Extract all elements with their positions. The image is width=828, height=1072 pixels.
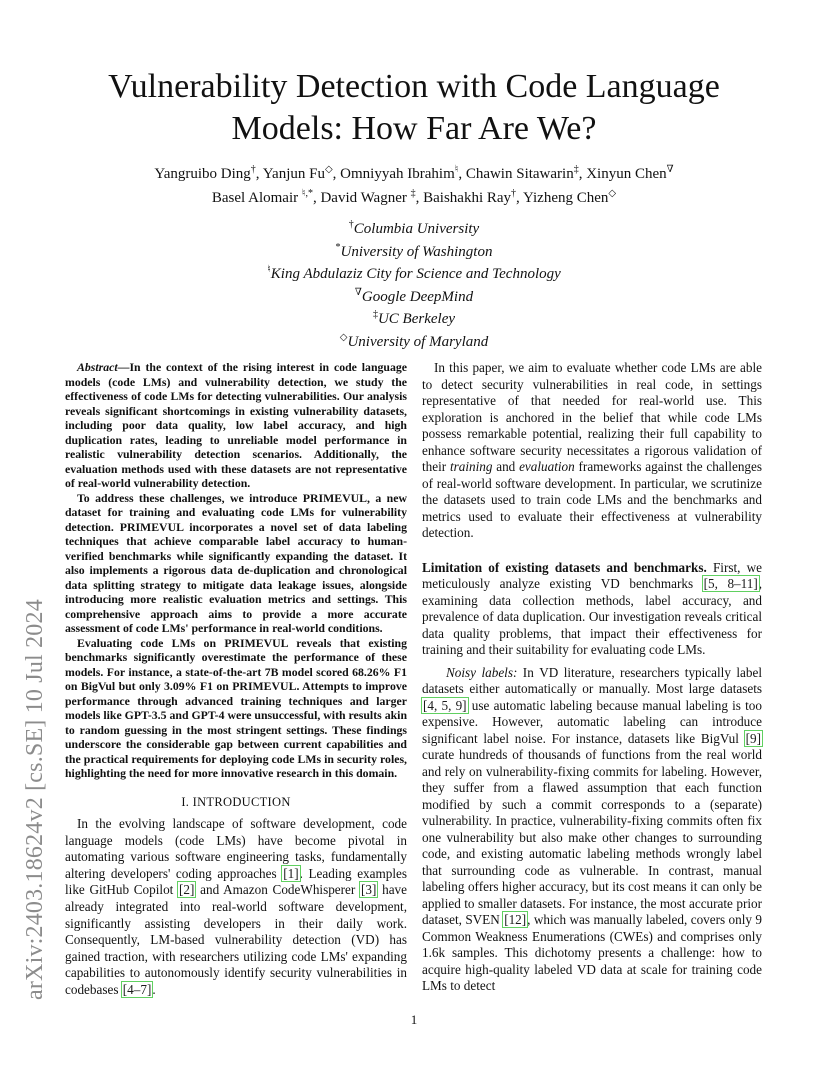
affiliation — [60, 239, 768, 262]
affiliation-mark: * — [335, 241, 341, 253]
author-list — [60, 160, 768, 208]
body-paragraph — [422, 560, 762, 659]
author-name: Yizheng Chen — [522, 190, 609, 206]
author-mark: † — [511, 188, 517, 199]
affiliation-list — [60, 216, 768, 352]
author-mark: ‡ — [573, 164, 579, 175]
text-run: and — [492, 459, 520, 474]
citation-link[interactable]: [5, 8–11] — [703, 576, 758, 591]
text-run: literature, researchers typically label datasets either automatically or manually. Most large datasets — [422, 664, 762, 696]
affiliation — [60, 284, 768, 307]
author-name: Yanjun Fu — [262, 166, 325, 182]
affiliation — [60, 306, 768, 329]
text-run: frameworks against the challenges of real-world software development. In particular, we scrutinize the datasets used to train code LMs and the benchmarks and metrics used to evaluate their effectiveness at vulnerability detection. — [422, 459, 762, 540]
author-mark: ◇ — [608, 188, 617, 199]
left-column — [65, 360, 407, 999]
affiliation-name: King Abdulaziz City for Science and Technology — [270, 266, 561, 283]
text-run: and Amazon CodeWhisperer — [195, 882, 360, 898]
affiliation-mark: † — [348, 219, 354, 230]
affiliation — [60, 329, 768, 352]
paragraph-heading: Noisy labels: — [446, 664, 518, 680]
affiliation — [60, 261, 768, 284]
abstract-paragraph-2: To address these challenges, we introduce PRIMEVUL, a new dataset for training and evaluating code LMs for vulnerability detection. PRIMEVUL incorporates a novel set of data labeling techniques that achieve comparable label accuracy to human-verified benchmarks while significantly expanding the dataset. It also implements a rigorous data de-duplication and chronological data splitting strategy to mitigate data leakage issues, alongside introducing more realistic evaluation metrics and settings. This comprehensive approach aims to provide a more accurate assessment of code LMs' performance in real-world conditions. — [65, 490, 407, 635]
affiliation-mark: ‡ — [372, 309, 378, 321]
affiliation-name: Google DeepMind — [361, 288, 474, 305]
page-number: 1 — [410, 1012, 418, 1027]
title-line-1: Vulnerability Detection with Code Language — [108, 68, 720, 105]
abbreviation: VD — [355, 932, 375, 948]
affiliation-name: University of Washington — [340, 243, 493, 260]
affiliation-name: UC Berkeley — [377, 311, 456, 328]
affiliation-mark: ◇ — [339, 331, 348, 343]
citation-link[interactable]: [1] — [283, 865, 299, 881]
affiliation-name: University of Maryland — [347, 333, 489, 350]
author-mark: † — [250, 164, 256, 175]
citation-link[interactable]: [9] — [745, 730, 761, 746]
author-name: Chawin Sitawarin — [465, 166, 574, 182]
text-run: , which was manually labeled, covers only 9 Common Weakness Enumerations (CWEs) and comprises only 1.6k samples. This dichotomy presents a challenge: how to acquire high-quality labeled — [422, 912, 762, 977]
body-paragraph — [422, 665, 762, 995]
right-column — [422, 360, 762, 995]
text-run: In the evolving landscape of software development, code language models (code LMs) have become pivotal in automating various software engineering tasks, fundamentally altering developers' coding approaches — [65, 816, 407, 881]
paper-title — [60, 66, 768, 150]
author-name: Basel Alomair — [211, 190, 302, 206]
abstract-text: —In the context of the rising interest in code language models (code LMs) and vulnerability detection, we study the effectiveness of code LMs for detecting vulnerabilities. Our analysis reveals significant shortcomings in existing vulnerability datasets, including poor data quality, low label accuracy, and high duplication rates, leading to unreliable model performance in realistic vulnerability detection scenarios. Additionally, the evaluation methods used with these datasets are not representative of real-world vulnerability detection. — [65, 360, 407, 490]
text-run: curate hundreds of thousands of functions from the real world and rely on vulnerability-fixing commits for labeling. However, they suffer from a flawed assumption that each function modified by such a commit corresponds to a (separate) vulnerability. In practice, vulnerability-fixing commits often fix one vulnerability but also make other changes to surrounding code, and existing automatic labeling methods wrongly label that surrounding code as vulnerable. In contrast, manual labeling offers higher accuracy, but its cost means it can only be applied to smaller datasets. For instance, the most accurate prior dataset, SVEN — [422, 747, 762, 927]
author-name: Yangruibo Ding — [154, 166, 251, 182]
author-mark: ♮ — [454, 164, 459, 175]
author-mark: ♮,* — [301, 188, 313, 199]
intro-paragraph — [65, 816, 407, 999]
author-line-1: Yangruibo Ding†, Yanjun Fu◇, Omniyyah Ibrahim♮, Chawin Sitawarin‡, Xinyun Chen∇ — [154, 164, 674, 182]
affiliation — [60, 216, 768, 239]
text-run: use automatic labeling because manual labeling is too expensive. However, automatic labeling can introduce significant label noise. For instance, datasets like BigVul — [422, 697, 762, 746]
text-run: data at scale for training code LMs to detect — [422, 961, 762, 993]
abbreviation: VD — [600, 576, 620, 591]
citation-link[interactable]: [12] — [504, 912, 527, 927]
abstract — [65, 360, 407, 781]
paragraph-heading: Limitation of existing datasets and benchmarks. — [422, 559, 707, 575]
affiliation-mark: ♮ — [267, 264, 271, 276]
text-run: First, we meticulously analyze existing — [422, 559, 762, 591]
text-run: benchmarks — [619, 576, 703, 591]
emphasis: training — [449, 459, 493, 474]
citation-link[interactable]: [4–7] — [122, 982, 152, 998]
arxiv-identifier: arXiv:2403.18624v2 [cs.SE] 10 Jul 2024 — [22, 599, 48, 1000]
abstract-label: Abstract — [77, 360, 118, 374]
body-paragraph — [422, 360, 762, 542]
abstract-paragraph-1 — [65, 360, 407, 491]
citation-link[interactable]: [4, 5, 9] — [423, 697, 467, 713]
text-run: In — [517, 664, 540, 680]
abbreviation: VD — [539, 664, 559, 680]
author-mark: ◇ — [324, 164, 333, 175]
author-name: Omniyyah Ibrahim — [340, 166, 455, 182]
abstract-paragraph-3: Evaluating code LMs on PRIMEVUL reveals that existing benchmarks significantly overestimate the performance of these models. For instance, a state-of-the-art 7B model scored 68.26% F1 on BigVul but only 3.09% F1 on PRIMEVUL. Attempts to improve performance through advanced training techniques and larger models like GPT-3.5 and GPT-4 were unsuccessful, with results akin to random guessing in the most stringent settings. These findings underscore the considerable gap between current capabilities and the practical requirements for deploying code LMs in security roles, highlighting the need for more innovative research in this domain. — [65, 635, 407, 780]
title-line-2: Models: How Far Are We? — [231, 110, 597, 147]
text-run: . — [152, 982, 156, 998]
citation-link[interactable]: [3] — [361, 882, 377, 898]
affiliation-mark: ∇ — [354, 286, 362, 298]
section-heading-introduction: I. INTRODUCTION — [181, 794, 291, 809]
author-mark: ∇ — [666, 164, 674, 175]
text-run: ) has gained traction, with researchers utilizing code LMs' expanding capabilities to autonomously identify security vulnerabilities in codebases — [65, 932, 407, 998]
text-run: , examining data collection methods, label accuracy, and prevalence of data duplication. Our investigation reveals critical data quality problems, that impact their effectiveness for training and their suitability for evaluating code LMs. — [422, 576, 763, 657]
abbreviation: VD — [576, 961, 596, 977]
text-run: . Leading examples like GitHub Copilot — [65, 865, 408, 898]
author-name: Baishakhi Ray — [423, 190, 512, 206]
citation-link[interactable]: [2] — [179, 882, 195, 898]
author-name: Xinyun Chen — [586, 166, 667, 182]
text-run: have already integrated into real-world software development, significantly assisting developers in their daily work. Consequently, LM-based vulnerability detection ( — [65, 882, 407, 948]
author-mark: ‡ — [410, 188, 416, 199]
emphasis: evaluation — [519, 459, 575, 474]
author-name: David Wagner — [320, 190, 411, 206]
author-line-2: Basel Alomair ♮,*, David Wagner ‡, Baishakhi Ray†, Yizheng Chen◇ — [211, 188, 617, 206]
affiliation-name: Columbia University — [353, 221, 480, 237]
text-run: In this paper, we aim to evaluate whether code LMs are able to detect security vulnerabilities in real code, in settings representative of that needed for real-world use. This exploration is anchored in the belief that while code LMs possess remarkable potential, realizing their full capability to enhance software security necessitates a rigorous validation of their — [422, 360, 762, 474]
